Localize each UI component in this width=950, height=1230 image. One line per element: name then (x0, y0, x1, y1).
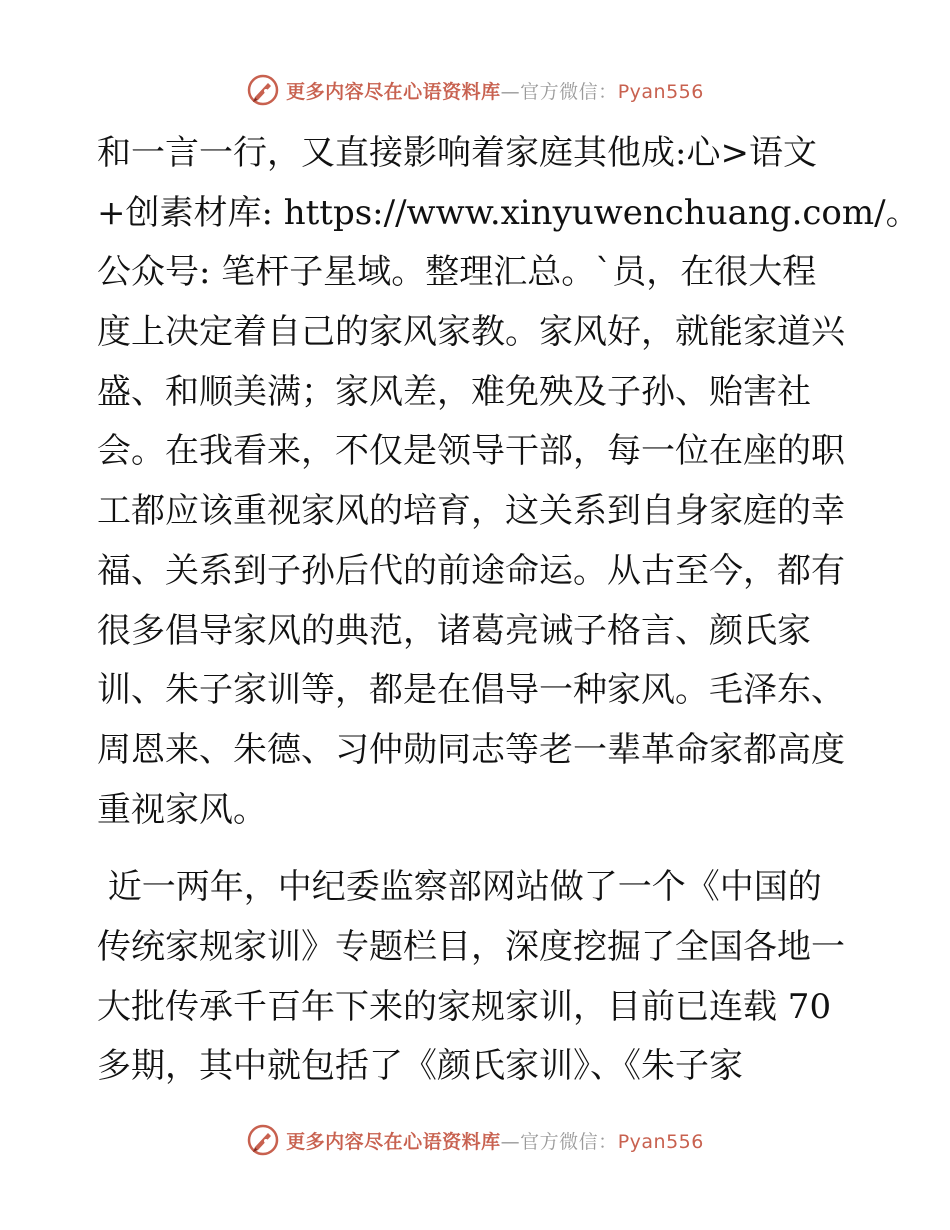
text-line: 近一两年，中纪委监察部网站做了一个《中国的 (97, 867, 822, 908)
text-line: 福、关系到子孙后代的前途命运。从古至今，都有 (97, 550, 845, 591)
text-line: 度上决定着自己的家风家教。家风好，就能家道兴 (97, 312, 845, 353)
header-wechat-id: Pyan556 (617, 80, 704, 103)
text-line: 公众号: 笔杆子星域。整理汇总。`员，在很大程 (97, 252, 817, 293)
pen-logo-icon (246, 73, 280, 107)
text-line: 多期，其中就包括了《颜氏家训》、《朱子家 (97, 1046, 743, 1087)
paragraph-1 (97, 124, 920, 840)
header-official-label: 官方微信： (520, 80, 618, 103)
footer-wechat-id: Pyan556 (617, 1130, 704, 1153)
text-line: 会。在我看来，不仅是领导干部，每一位在座的职 (97, 431, 845, 472)
text-line: 盛、和顺美满；家风差，难免殃及子孙、贻害社 (97, 371, 811, 412)
footer-banner-text (286, 1127, 704, 1154)
paragraph-gap (97, 840, 857, 858)
text-line: 大批传承千百年下来的家规家训，目前已连载 70 (97, 986, 832, 1027)
header-brand-text: 更多内容尽在心语资料库 (286, 80, 501, 103)
text-line: 训、朱子家训等，都是在倡导一种家风。毛泽东、 (97, 670, 845, 711)
footer-brand-text: 更多内容尽在心语资料库 (286, 1130, 501, 1153)
paragraph-2 (97, 858, 857, 1097)
footer-official-label: 官方微信： (520, 1130, 618, 1153)
header-banner (0, 72, 950, 108)
footer-banner (0, 1122, 950, 1158)
text-line: 工都应该重视家风的培育，这关系到自身家庭的幸 (97, 491, 845, 532)
footer-dash: — (500, 1130, 521, 1153)
text-line: 周恩来、朱德、习仲勋同志等老一辈革命家都高度 (97, 729, 845, 770)
text-line: +创素材库: https://www.xinyuwenchuang.com/。 (97, 192, 920, 233)
text-line: 重视家风。 (97, 789, 267, 830)
document-body (97, 124, 920, 1097)
text-line: 传统家规家训》专题栏目，深度挖掘了全国各地一 (97, 926, 845, 967)
pen-logo-icon (246, 1123, 280, 1157)
text-line: 很多倡导家风的典范，诸葛亮诫子格言、颜氏家 (97, 610, 811, 651)
header-banner-text (286, 77, 704, 104)
text-line: 和一言一行，又直接影响着家庭其他成:心>语文 (97, 133, 817, 173)
header-dash: — (500, 80, 521, 103)
